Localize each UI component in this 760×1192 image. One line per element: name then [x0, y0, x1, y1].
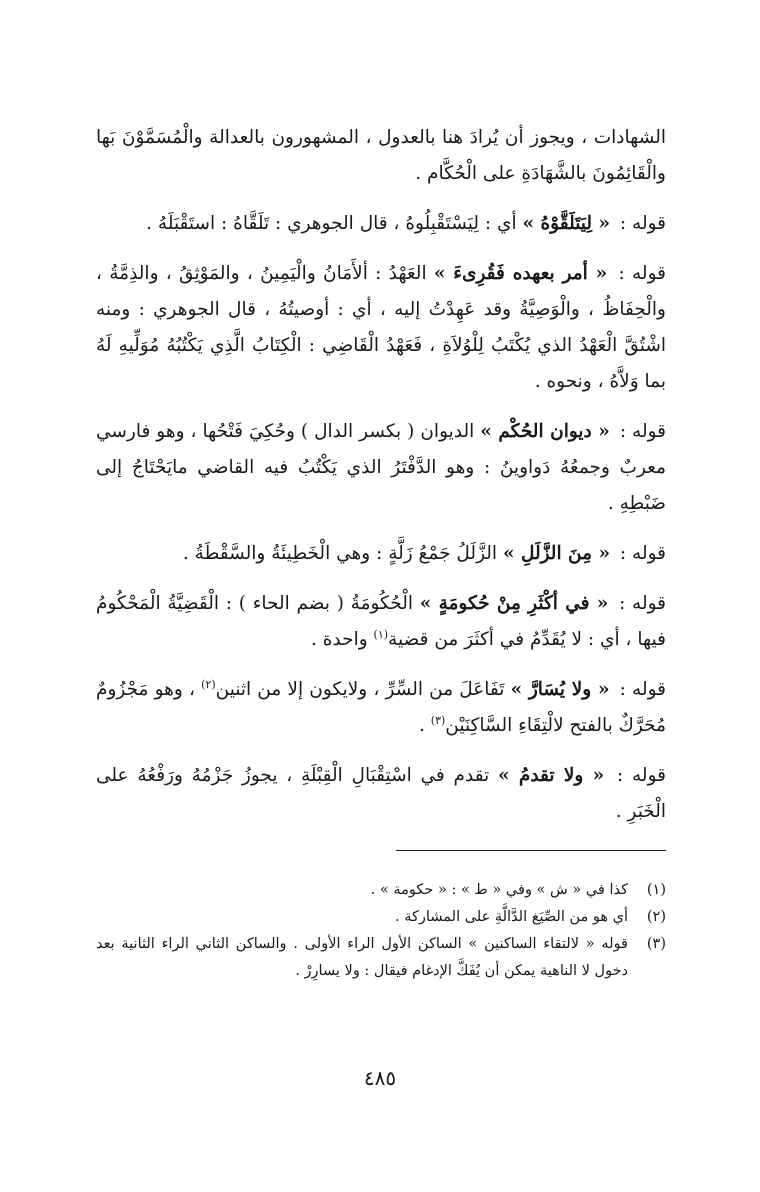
paragraph-lead: قوله : [619, 421, 666, 442]
paragraph-text-after: ، وهو مَجْزُومٌ مُحَرَّكٌ بالفتح لالْتِقَاءِ السَّاكِنَيْن [96, 679, 666, 736]
footnote-number: (١) [646, 882, 666, 898]
footnote-ref-3[interactable]: (٣) [430, 713, 446, 727]
paragraph-text: الديوان ( بكسر الدال ) وحُكِيَ فَتْحُها ، وهو فارسي معربٌ وجمعُهُ دَواوينُ : وهو الدَّفْتَرُ الذي يَكْتُبُ فيه القاضي مايَحْتَاجُ إلى ضَبْطِهِ . [96, 421, 666, 514]
footnotes [96, 877, 666, 985]
footnote-2 [96, 904, 666, 931]
footnote-ref-2[interactable]: (٢) [201, 677, 216, 691]
paragraph-text: الزَّلَلُ جَمْعُ زَلَّةٍ : وهي الْخَطِيئَةُ والسَّقْطَةُ . [182, 543, 498, 564]
paragraph-term: « ولا تقدمُ » [497, 765, 605, 786]
footnote-text: أي هو من الصِّيَغ الدَّالَّةِ على المشاركة . [395, 909, 628, 925]
paragraph-1 [96, 120, 666, 192]
footnote-1 [96, 877, 666, 904]
paragraph-4 [96, 414, 666, 522]
footnote-3 [96, 931, 666, 985]
paragraph-text: الشهادات ، ويجوز أن يُرادَ هنا بالعدول ، المشهورون بالعدالة والْمُسَمَّوْنَ بَها والْقَائِمُونَ بالشَّهَادَةِ على الْحُكَّام . [96, 127, 666, 184]
paragraph-text: العَهْدُ : ألأَمَانُ والْيَمِينُ ، والمَوْثِقُ ، والذِمَّةُ ، والْحِفَاظُ ، والْوَصِيَّةُ وقد عَهِدْتُ إليه ، أي : أوصيتُهُ ، قال الجوهري : ومنه اشْتُقَّ الْعَهْدُ الذي يُكْتَبُ لِلْوُلاَةِ ، فَعَهْدُ الْقَاضِي : الْكِتَابُ الَّذِي يَكْتُبُهُ مُوَلِّيهِ لَهُ بما وَلاَّهُ ، ونحوه . [96, 263, 666, 392]
paragraph-text-after-2: . [419, 715, 431, 736]
paragraph-2 [96, 206, 666, 242]
paragraph-6 [96, 586, 666, 658]
paragraph-lead: قوله : [619, 543, 666, 564]
paragraph-lead: قوله : [619, 213, 666, 234]
footnote-divider [396, 850, 666, 851]
paragraph-term: « ديوان الحُكْم » [480, 421, 610, 442]
paragraph-text: تَفَاعَلَ من السِّرِّ ، ولايكون إلا من اثنين [215, 679, 505, 700]
paragraph-7 [96, 672, 666, 744]
footnote-ref-1[interactable]: (١) [373, 627, 389, 641]
footnote-text: كذا في « ش » وفي « ط » : « حكومة » . [370, 882, 628, 898]
page-number: ٤٨٥ [363, 1066, 397, 1090]
paragraph-term: « أمر بعهده فَقُرِىءَ » [433, 263, 608, 284]
paragraph-lead: قوله : [619, 593, 666, 614]
paragraph-text-after: واحدة . [310, 629, 374, 650]
paragraph-term: « في أكْثَرِ مِنْ حُكومَةٍ » [419, 593, 609, 614]
footnote-number: (٣) [646, 936, 666, 952]
footnote-text: قوله « لالتقاء الساكنين » الساكن الأول الراء الأولى . والساكن الثاني الراء الثانية بعد دخول لا الناهية يمكن أن يُفَكَّ الإدغام فيقال : ولا يسارِرْ . [96, 936, 628, 979]
paragraph-term: « مِنَ الزَّلَلِ » [502, 543, 611, 564]
paragraph-5 [96, 536, 666, 572]
paragraph-term: « لِيَتَلَقَّوْهُ » [522, 213, 611, 234]
paragraph-text: أي : لِيَسْتَقْبِلُوهُ ، قال الجوهري : تَلَقَّاهُ : استَقْبَلَهُ . [146, 213, 517, 234]
paragraph-3 [96, 256, 666, 400]
page-body [96, 120, 666, 985]
paragraph-8 [96, 758, 666, 830]
paragraph-lead: قوله : [617, 765, 666, 786]
paragraph-lead: قوله : [619, 679, 666, 700]
footnote-number: (٢) [646, 909, 666, 925]
paragraph-lead: قوله : [618, 263, 666, 284]
paragraph-term: « ولا يُسَارَّ » [510, 679, 610, 700]
paragraph-text: تقدم في اسْتِقْبَالِ الْقِبْلَةِ ، يجوزُ جَزْمُهُ ورَفْعُهُ على الْخَبَرِ . [96, 765, 666, 822]
paragraph-text: الْحُكُومَةُ ( بضم الحاء ) : الْقَضِيَّةُ الْمَحْكُومُ فيها ، أي : لا يُقَدِّمُ في أكثَرَ من قضية [96, 593, 666, 650]
